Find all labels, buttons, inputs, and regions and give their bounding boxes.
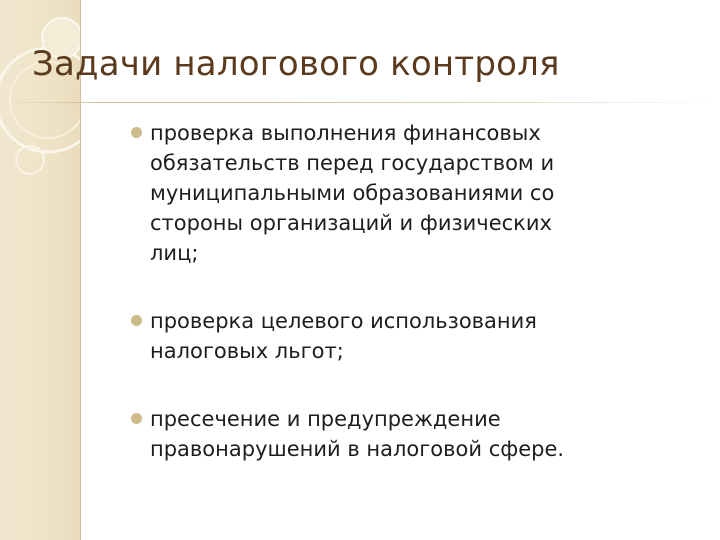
decorative-circles bbox=[0, 0, 80, 200]
bullet-marker-icon bbox=[131, 127, 142, 138]
bullet-item bbox=[130, 306, 600, 366]
bullet-text: пресечение и предупреждение правонарушений в налоговой сфере. bbox=[150, 407, 565, 461]
bullet-marker-icon bbox=[131, 413, 142, 424]
bullet-text: проверка целевого использования налоговых льгот; bbox=[150, 309, 537, 363]
title-divider bbox=[0, 102, 720, 103]
bullet-list bbox=[130, 118, 600, 464]
bullet-marker-icon bbox=[131, 315, 142, 326]
slide-title: Задачи налогового контроля bbox=[32, 44, 560, 84]
bullet-text: проверка выполнения финансовых обязательств перед государством и муниципальными образованиями со стороны организаций и физических лиц; bbox=[150, 121, 555, 265]
bullet-item bbox=[130, 404, 600, 464]
bullet-item bbox=[130, 118, 600, 268]
